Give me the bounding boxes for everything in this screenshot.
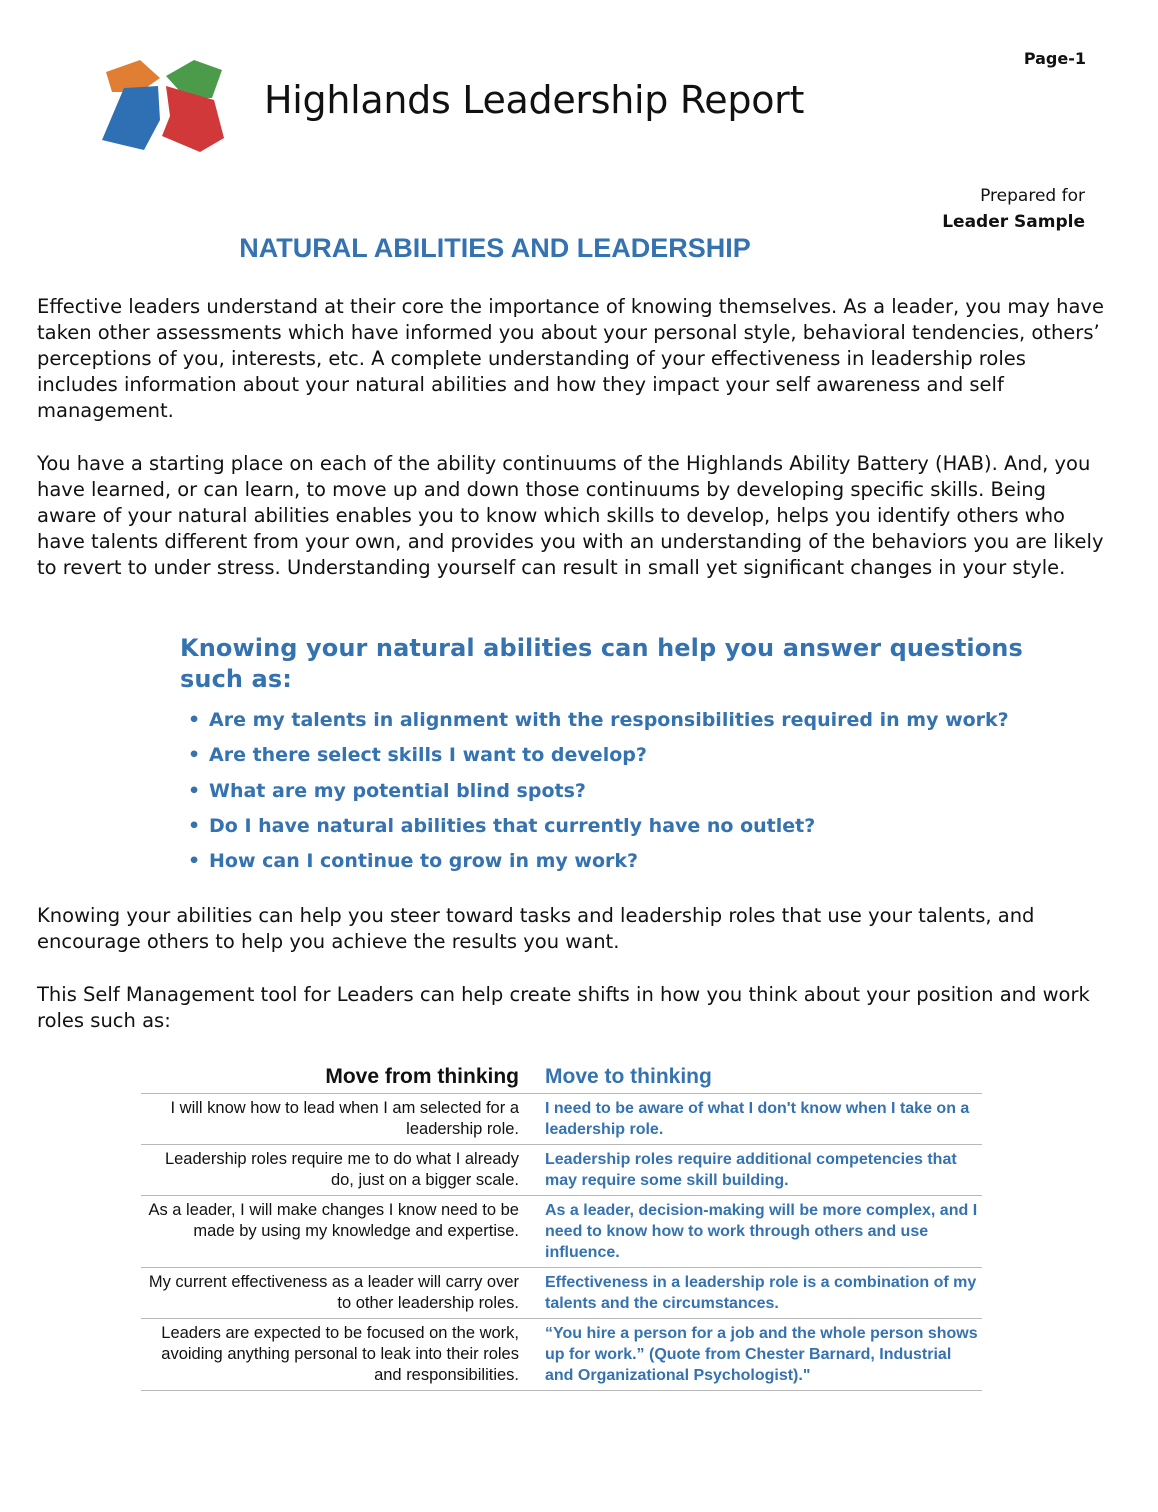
report-title: Highlands Leadership Report	[264, 78, 805, 122]
bullet-icon: •	[188, 779, 201, 802]
hab-paragraph: You have a starting place on each of the ability continuums of the Highlands Ability Battery (HAB). And, you have learned, or can learn, to move up and down those continuums by developing specific skills. Being aware of your natural abilities enables you to know which skills to develop, helps you identify others who have talents different from your own, and provides you with an understanding of the behaviors you are likely to revert to under stress. Understanding yourself can result in small yet significant changes in your style.	[37, 452, 1104, 579]
prepared-for-block	[942, 183, 1085, 235]
from-thinking-cell: As a leader, I will make changes I know need to be made by using my knowledge and expertise.	[141, 1196, 531, 1268]
to-thinking-cell: Leadership roles require additional competencies that may require some skill building.	[531, 1145, 982, 1196]
question-item: • Do I have natural abilities that currently have no outlet?	[188, 809, 1080, 844]
bullet-icon: •	[188, 709, 201, 731]
prepared-for-label: Prepared for	[980, 186, 1085, 206]
page-number: Page-1	[1023, 49, 1086, 68]
tool-paragraph: This Self Management tool for Leaders can help create shifts in how you think about your position and work roles such as:	[37, 983, 1090, 1032]
to-thinking-cell: As a leader, decision-making will be more complex, and I need to know how to work through others and use influence.	[531, 1196, 982, 1268]
steer-paragraph: Knowing your abilities can help you steer toward tasks and leadership roles that use your talents, and encourage others to help you achieve the results you want.	[37, 904, 1035, 953]
from-thinking-cell: My current effectiveness as a leader will carry over to other leadership roles.	[141, 1268, 531, 1319]
question-item: • Are there select skills I want to develop?	[188, 738, 1080, 773]
questions-list	[180, 703, 1080, 879]
table-row	[141, 1268, 982, 1319]
from-thinking-cell: Leadership roles require me to do what I already do, just on a bigger scale.	[141, 1145, 531, 1196]
table-header-row	[141, 1062, 982, 1094]
to-thinking-cell: Effectiveness in a leadership role is a combination of my talents and the circumstances.	[531, 1268, 982, 1319]
from-thinking-cell: I will know how to lead when I am selected for a leadership role.	[141, 1094, 531, 1145]
question-item: • What are my potential blind spots?	[188, 774, 1080, 809]
logo-blue-piece	[102, 86, 160, 150]
prepared-for-name: Leader Sample	[942, 212, 1085, 232]
table-row	[141, 1319, 982, 1391]
bullet-icon: •	[188, 814, 201, 837]
table-row	[141, 1196, 982, 1268]
logo-red-piece	[162, 86, 224, 152]
thinking-comparison-table	[141, 1062, 982, 1391]
section-title: NATURAL ABILITIES AND LEADERSHIP	[239, 233, 751, 263]
to-thinking-cell: I need to be aware of what I don't know when I take on a leadership role.	[531, 1094, 982, 1145]
bullet-icon: •	[188, 850, 201, 873]
table-row	[141, 1145, 982, 1196]
highlands-logo-icon	[100, 58, 226, 154]
question-item: • Are my talents in alignment with the responsibilities required in my work?	[188, 703, 1080, 738]
bullet-icon: •	[188, 744, 201, 767]
table-row	[141, 1094, 982, 1145]
column-header-from: Move from thinking	[141, 1062, 531, 1094]
callout-heading: Knowing your natural abilities can help you answer questions such as:	[180, 634, 1023, 693]
column-header-to: Move to thinking	[531, 1062, 982, 1094]
to-thinking-cell: “You hire a person for a job and the whole person shows up for work.” (Quote from Chester Barnard, Industrial and Organizational Psychologist)."	[531, 1319, 982, 1391]
from-thinking-cell: Leaders are expected to be focused on the work, avoiding anything personal to leak into their roles and responsibilities.	[141, 1319, 531, 1391]
question-item: • How can I continue to grow in my work?	[188, 844, 1080, 879]
intro-paragraph: Effective leaders understand at their core the importance of knowing themselves. As a leader, you may have taken other assessments which have informed you about your personal style, behavioral tendencies, others’ perceptions of you, interests, etc. A complete understanding of your effectiveness in leadership roles includes information about your natural abilities and how they impact your self awareness and self management.	[37, 295, 1104, 422]
questions-callout	[180, 633, 1080, 879]
